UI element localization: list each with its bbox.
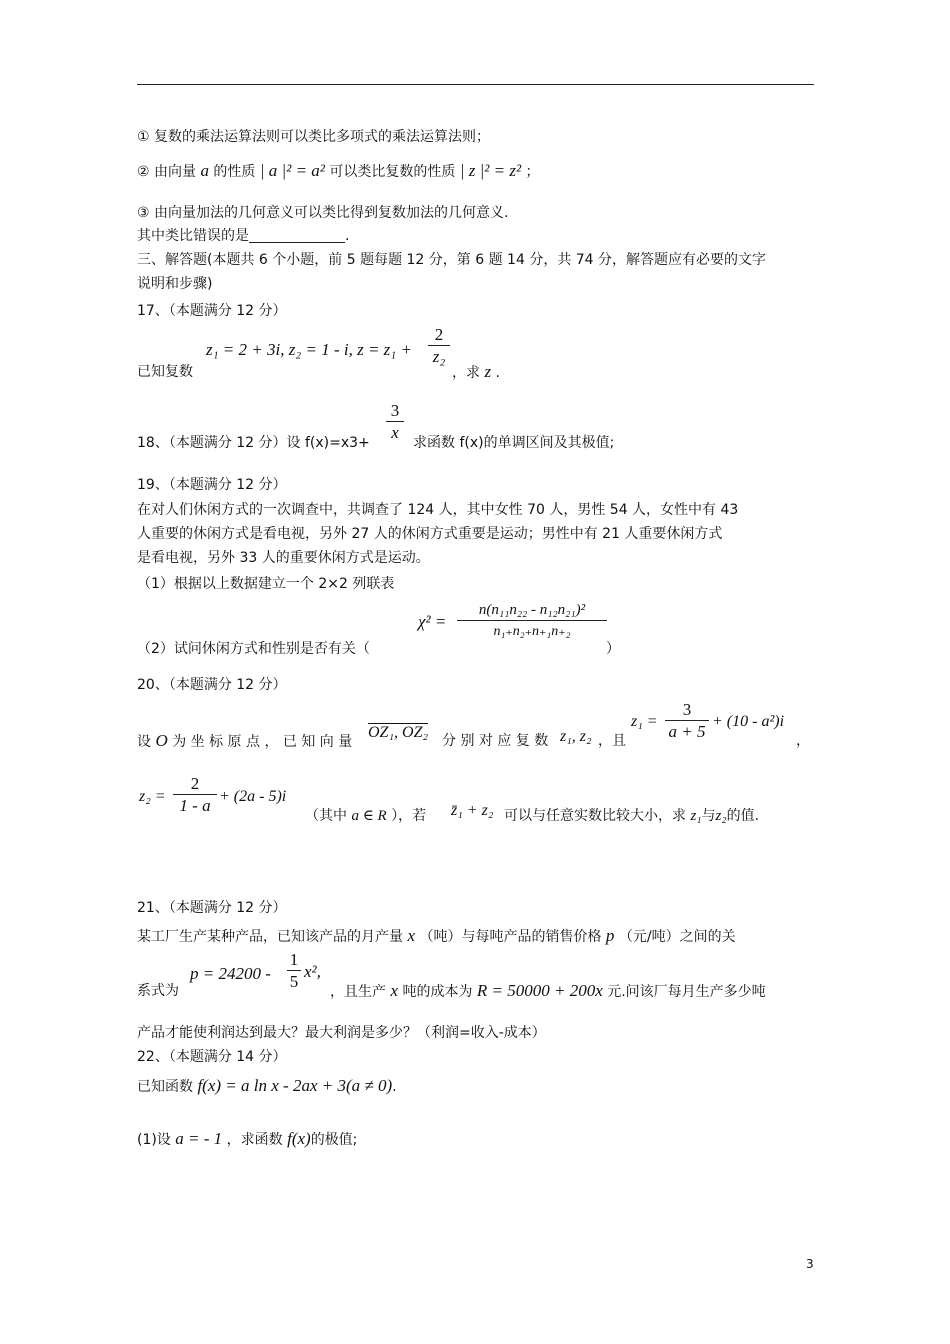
item-2-text-d: ； bbox=[525, 164, 540, 180]
z-variable: z bbox=[484, 362, 492, 381]
z1-frac-num: 3 bbox=[665, 700, 709, 721]
item-2-text-b: 的性质 bbox=[213, 164, 256, 180]
q19-sub-2: （2）试问休闲方式和性别是否有关（ bbox=[137, 641, 370, 657]
item-2 bbox=[137, 161, 540, 182]
item-3: ③ 由向量加法的几何意义可以类比得到复数加法的几何意义. bbox=[137, 205, 509, 221]
z2-tail: + (2a - 5)i bbox=[219, 788, 287, 805]
q22-sub-1-b: ，求函数 bbox=[226, 1132, 283, 1148]
q18-frac-den: x bbox=[391, 423, 399, 442]
q18-tail: 求函数 f(x)的单调区间及其极值; bbox=[413, 435, 615, 451]
q20-text-j: 的值. bbox=[726, 808, 760, 824]
blank-question-text: 其中类比错误的是 bbox=[137, 228, 249, 244]
q17-tail-text: ，求 bbox=[452, 365, 480, 381]
vector-property: | a |² = a² bbox=[259, 161, 325, 180]
p-tail: x², bbox=[304, 962, 321, 981]
section-heading: 三、解答题(本题共 6 个小题，前 5 题每题 12 分，第 6 题 14 分，共 74 分，解答题应有必要的文字 bbox=[137, 252, 767, 268]
q18: 18、（本题满分 12 分）设 f(x)=x3+ bbox=[137, 435, 370, 451]
q19-heading: 19、（本题满分 12 分） bbox=[137, 477, 287, 493]
z-conj-sum: z̄₁ + z₂ bbox=[451, 802, 494, 819]
q19-sub-2-end: ） bbox=[606, 641, 620, 657]
chi-lhs: χ² = bbox=[418, 612, 447, 631]
a-in-R: a ∈ R bbox=[351, 808, 387, 824]
vectors-OZ: OZ₁, OZ₂ bbox=[368, 724, 429, 741]
q21-heading: 21、（本题满分 12 分） bbox=[137, 900, 287, 916]
q20-text-d: ，且 bbox=[598, 733, 626, 749]
q17-heading: 17、（本题满分 12 分） bbox=[137, 303, 287, 319]
q20-text-e: ， bbox=[796, 733, 810, 749]
p-variable: p bbox=[605, 926, 615, 945]
q19-sub-1: （1）根据以上数据建立一个 2×2 列联表 bbox=[137, 576, 395, 592]
chi-numerator: n(n₁₁n₂₂ - n₁₂n₂₁)² bbox=[457, 600, 607, 621]
q17-frac-den: z₂ bbox=[432, 347, 446, 366]
q18-fraction bbox=[386, 401, 404, 444]
item-2-text-c: 可以类比复数的性质 bbox=[329, 164, 456, 180]
item-2-text-a: ② 由向量 bbox=[137, 164, 197, 180]
q17-text: 已知复数 bbox=[137, 364, 193, 380]
p-fraction bbox=[287, 950, 301, 993]
q18-frac-num: 3 bbox=[386, 401, 404, 422]
q21-line-2-tail bbox=[330, 981, 766, 1002]
p-frac-num: 1 bbox=[287, 950, 301, 971]
chi-fraction bbox=[457, 600, 607, 643]
q22-heading: 22、（本题满分 14 分） bbox=[137, 1049, 287, 1065]
q21-line-2: 系式为 bbox=[137, 983, 179, 999]
section-heading-cont: 说明和步骤) bbox=[137, 276, 213, 292]
q21-text-a: 某工厂生产某种产品，已知该产品的月产量 bbox=[137, 929, 403, 945]
q22-sub-1 bbox=[137, 1129, 357, 1150]
page-number: 3 bbox=[806, 1257, 814, 1271]
q19-para-3: 是看电视，另外 33 人的重要休闲方式是运动。 bbox=[137, 550, 430, 566]
q17-frac-num: 2 bbox=[428, 325, 450, 346]
q17-tail bbox=[452, 362, 500, 383]
q21-line-1 bbox=[137, 926, 736, 947]
answer-blank bbox=[249, 228, 345, 243]
a-value: a = - 1 bbox=[175, 1129, 223, 1148]
q22-sub-1-a: (1)设 bbox=[137, 1132, 171, 1148]
q22-text-b: . bbox=[392, 1079, 397, 1095]
z1-z2-pair: z₁, z₂ bbox=[560, 728, 592, 745]
f-formula: f(x) = a ln x - 2ax + 3(a ≠ 0) bbox=[197, 1076, 393, 1095]
q21-text-b: （吨）与每吨产品的销售价格 bbox=[419, 929, 602, 945]
q20-text-f: （其中 bbox=[305, 808, 347, 824]
z2-lhs: z₂ = bbox=[139, 788, 166, 805]
z2-frac-den: 1 - a bbox=[179, 796, 211, 815]
z2-frac-num: 2 bbox=[173, 774, 217, 795]
cost-formula: R = 50000 + 200x bbox=[476, 981, 603, 1000]
q21-para: 产品才能使利润达到最大？最大利润是多少？（利润=收入-成本） bbox=[137, 1025, 546, 1041]
z2-fraction bbox=[173, 774, 217, 817]
q20-text-i: 与 bbox=[701, 808, 716, 824]
q19-para-1: 在对人们休闲方式的一次调查中，共调查了 124 人，其中女性 70 人，男性 54 人，女性中有 43 bbox=[137, 502, 739, 518]
q20-line-2 bbox=[305, 806, 426, 826]
z1-frac-den: a + 5 bbox=[668, 722, 706, 741]
blank-question-end: . bbox=[345, 228, 350, 244]
q19-para-2: 人重要的休闲方式是看电视，另外 27 人的休闲方式重要是运动；男性中有 21 人重要休闲方式 bbox=[137, 526, 723, 542]
z1-fraction bbox=[665, 700, 709, 743]
q20-text-b: 为 坐 标 原 点 ， 已 知 向 量 bbox=[172, 734, 353, 750]
q17-formula: z₁ = 2 + 3i, z₂ = 1 - i, z = z₁ + bbox=[206, 340, 412, 359]
q20-text-g: ），若 bbox=[391, 808, 427, 824]
q21-text-g: 元.问该厂每月生产多少吨 bbox=[607, 984, 766, 1000]
q20-text-a: 设 bbox=[137, 734, 151, 750]
q20-heading: 20、（本题满分 12 分） bbox=[137, 677, 287, 693]
q21-text-f: 吨的成本为 bbox=[402, 984, 473, 1000]
complex-property: | z |² = z² bbox=[459, 161, 522, 180]
q21-text-c: （元/吨）之间的关 bbox=[618, 929, 736, 945]
q22-line-1 bbox=[137, 1076, 397, 1097]
q20-text-h: 可以与任意实数比较大小，求 bbox=[504, 808, 686, 824]
x-variable: x bbox=[407, 926, 415, 945]
q22-text-a: 已知函数 bbox=[137, 1079, 193, 1095]
q21-text-e: ，且生产 bbox=[330, 984, 386, 1000]
q20-line-1 bbox=[137, 731, 352, 752]
q20-line-2-tail bbox=[504, 806, 759, 826]
vector-a: a bbox=[200, 161, 209, 180]
z1-lhs: z₁ = bbox=[631, 713, 658, 730]
item-1: ① 复数的乘法运算法则可以类比多项式的乘法运算法则； bbox=[137, 129, 490, 145]
origin-O: O bbox=[155, 731, 168, 750]
q20-text-c: 分 别 对 应 复 数 bbox=[442, 733, 549, 749]
chi-denominator: n₁₊n₂₊n₊₁n₊₂ bbox=[493, 624, 571, 639]
z1: z₁ bbox=[690, 808, 702, 824]
p-frac-den: 5 bbox=[289, 972, 299, 991]
z2: z₂ bbox=[715, 808, 727, 824]
f-of-x: f(x) bbox=[287, 1129, 311, 1148]
q17-fraction bbox=[428, 325, 450, 368]
q22-sub-1-c: 的极值; bbox=[310, 1132, 358, 1148]
x-variable-2: x bbox=[390, 981, 398, 1000]
p-lhs: p = 24200 - bbox=[190, 964, 271, 983]
z1-tail: + (10 - a²)i bbox=[712, 713, 785, 730]
header-rule bbox=[137, 84, 814, 85]
q17-tail-end: . bbox=[495, 365, 500, 381]
blank-question bbox=[137, 226, 349, 246]
